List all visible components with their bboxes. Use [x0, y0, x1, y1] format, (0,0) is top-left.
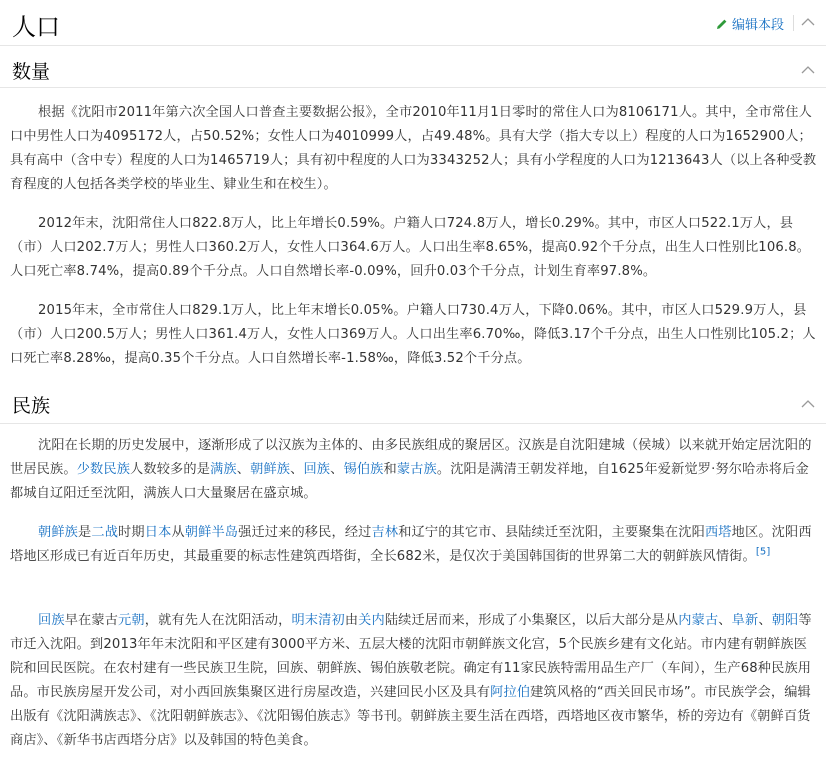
link[interactable]: 阿拉伯 — [490, 685, 531, 700]
section-header-ethnic — [0, 384, 826, 424]
edit-section-label: 编辑本段 — [731, 18, 784, 33]
text: 建筑风格的“西关回民市场”。市民族学会，编辑出版有《沈阳满族志》、《沈阳朝鲜族志》、《沈阳锡伯族志》等书刊。朝鲜族主要生活在西塔，西塔地区夜市繁华，桥的旁边有《朝鲜百货商店》、《新华书店西塔分店》以及韩国的特色美食。 — [10, 685, 811, 748]
text: 时期 — [118, 525, 145, 540]
text: 陆续迁居而来，形成了小集聚区，以后大部分是从 — [384, 613, 679, 628]
paragraph — [10, 434, 818, 506]
text: 人数较多的是 — [130, 462, 211, 477]
link[interactable]: 朝鲜族 — [38, 525, 79, 540]
section-title: 数量 — [12, 61, 51, 83]
link[interactable]: 朝阳 — [771, 613, 799, 628]
divider — [793, 15, 794, 31]
link[interactable]: 阜新 — [731, 613, 759, 628]
text: 和 — [383, 462, 397, 477]
text: 等市迁入沈阳。到2013年年末沈阳和平区建有3000平方米、五层大楼的沈阳市朝鲜族文化宫，5个民族乡建有文化站。市内建有朝鲜族医院和回民医院。在农村建有一些民族卫生院，回族、朝鲜族、锡伯族敬老院。确定有11家民族特需用品生产厂（车间），生产68种民族用品。市民族房屋开发公司，对小西回族集聚区进行房屋改造，兴建回民小区及具有 — [10, 613, 812, 700]
reference-link[interactable]: [5] — [755, 546, 771, 558]
page-title: 人口 — [12, 13, 60, 41]
link[interactable]: 满族 — [210, 462, 237, 477]
text: 、 — [758, 613, 772, 628]
text: 沈阳在长期的历史发展中，逐渐形成了以汉族为主体的、由多民族组成的聚居区。汉族是自沈阳建城（侯城）以来就开始定居沈阳的世居民族。 — [10, 438, 812, 477]
text: 和辽宁的其它市、县陆续迁至沈阳，主要聚集在沈阳 — [398, 525, 705, 540]
link[interactable]: 锡伯族 — [343, 462, 384, 477]
link[interactable]: 吉林 — [371, 525, 399, 540]
link[interactable]: 回族 — [38, 613, 65, 628]
link[interactable]: 回族 — [303, 462, 331, 477]
text: 地区。沈阳西塔地区形成已有近百年历史，其最重要的标志性建筑西塔街，全长682米，是仅次于美国韩国街的世界第二大的朝鲜族风情街。 — [10, 525, 812, 564]
pencil-icon — [716, 18, 728, 30]
text: 强迁过来的移民，经过 — [238, 525, 372, 540]
link[interactable]: 元朝 — [118, 613, 145, 628]
paragraph: 根据《沈阳市2011年第六次全国人口普查主要数据公报》，全市2010年11月1日零时的常住人口为8106171人。其中，全市常住人口中男性人口为4095172人，占50.52%；女性人口为4010999人，占49.48%。具有大学（指大专以上）程度的人口为1652900人；具有高中（含中专）程度的人口为1465719人；具有初中程度的人口为3343252人；具有小学程度的人口为1213643人（以上各种受教育程度的人包括各类学校的毕业生、肄业生和在校生）。 — [10, 105, 817, 192]
text: 。沈阳是满清王朝发祥地，自1625年爱新觉罗·努尔哈赤将后金都城自辽阳迁至沈阳，满族人口大量聚居在盛京城。 — [10, 462, 809, 501]
paragraph: 2015年末，全市常住人口829.1万人，比上年末增长0.05%。户籍人口730.4万人，下降0.06%。其中，市区人口529.9万人，县（市）人口200.5万人；男性人口361.4万人，女性人口369万人。人口出生率6.70‰，降低3.17个千分点，出生人口性别比105.2；人口死亡率8.28‰，提高0.35个千分点。人口自然增长率-1.58‰，降低3.52个千分点。 — [10, 303, 816, 366]
paragraph — [10, 521, 818, 569]
text: ，就有先人在沈阳活动， — [144, 613, 292, 628]
section-header-population — [0, 0, 826, 46]
chevron-up-icon[interactable] — [800, 14, 816, 30]
text: 、 — [236, 462, 251, 477]
text: 、 — [718, 613, 732, 628]
chevron-up-icon[interactable] — [800, 62, 816, 78]
paragraph: 2012年末，沈阳常住人口822.8万人，比上年增长0.59%。户籍人口724.8万人，增长0.29%。其中，市区人口522.1万人，县（市）人口202.7万人；男性人口360.2万人，女性人口364.6万人。人口出生率8.65%，提高0.92个千分点，出生人口性别比106.8。人口死亡率8.74%，提高0.89个千分点。人口自然增长率-0.09%，回升0.03个千分点，计划生育率97.8%。 — [10, 216, 811, 279]
text: 是 — [78, 525, 92, 540]
link[interactable]: 西塔 — [704, 525, 732, 540]
link[interactable]: 日本 — [144, 525, 172, 540]
text: 由 — [344, 613, 359, 628]
link[interactable]: 蒙古族 — [396, 462, 437, 477]
section-header-quantity — [0, 50, 826, 88]
link[interactable]: 明末清初 — [291, 613, 345, 628]
link[interactable]: 朝鲜族 — [250, 462, 291, 477]
link[interactable]: 关内 — [358, 613, 385, 628]
text: 、 — [330, 462, 344, 477]
edit-section-link[interactable] — [716, 14, 784, 33]
link[interactable]: 二战 — [91, 525, 119, 540]
link[interactable]: 内蒙古 — [678, 613, 719, 628]
text: 早在蒙古 — [64, 613, 119, 628]
paragraph — [10, 609, 818, 753]
chevron-up-icon[interactable] — [800, 396, 816, 412]
section-title: 民族 — [12, 395, 51, 417]
text: 、 — [290, 462, 304, 477]
text: 从 — [171, 525, 185, 540]
link[interactable]: 少数民族 — [76, 462, 131, 477]
link[interactable]: 朝鲜半岛 — [184, 525, 239, 540]
